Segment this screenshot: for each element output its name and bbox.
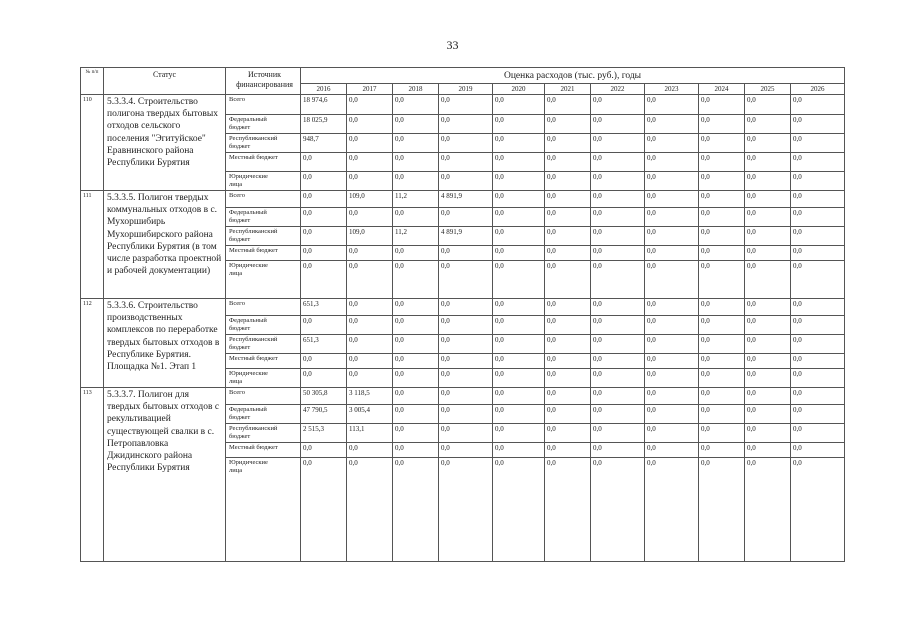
header-num: № п/п	[81, 68, 104, 95]
value-cell-2025: 0,0	[745, 246, 791, 261]
value-cell-2024: 0,0	[699, 95, 745, 115]
value-cell-2020: 0,0	[493, 443, 545, 458]
value-cell-2018: 0,0	[393, 115, 439, 134]
funding-source-cell: Юридические лица	[226, 458, 301, 562]
value-cell-2021: 0,0	[545, 208, 591, 227]
value-cell-2020: 0,0	[493, 134, 545, 153]
value-cell-2018: 0,0	[393, 335, 439, 354]
value-cell-2019: 0,0	[439, 443, 493, 458]
funding-source-cell: Федеральный бюджет	[226, 316, 301, 335]
value-cell-2022: 0,0	[591, 115, 645, 134]
funding-source-cell: Республиканский бюджет	[226, 424, 301, 443]
value-cell-2023: 0,0	[645, 261, 699, 299]
year-header-2019: 2019	[439, 84, 493, 95]
value-cell-2021: 0,0	[545, 227, 591, 246]
value-cell-2019: 0,0	[439, 172, 493, 191]
value-cell-2016: 18 974,6	[301, 95, 347, 115]
value-cell-2023: 0,0	[645, 191, 699, 208]
value-cell-2025: 0,0	[745, 95, 791, 115]
value-cell-2019: 0,0	[439, 246, 493, 261]
value-cell-2021: 0,0	[545, 115, 591, 134]
value-cell-2016: 0,0	[301, 227, 347, 246]
value-cell-2016: 948,7	[301, 134, 347, 153]
value-cell-2024: 0,0	[699, 153, 745, 172]
value-cell-2022: 0,0	[591, 354, 645, 369]
value-cell-2018: 0,0	[393, 261, 439, 299]
value-cell-2025: 0,0	[745, 424, 791, 443]
year-header-2023: 2023	[645, 84, 699, 95]
value-cell-2026: 0,0	[791, 153, 845, 172]
value-cell-2017: 0,0	[347, 369, 393, 388]
value-cell-2017: 3 118,5	[347, 388, 393, 405]
funding-source-cell: Местный бюджет	[226, 354, 301, 369]
value-cell-2018: 0,0	[393, 316, 439, 335]
value-cell-2016: 0,0	[301, 191, 347, 208]
value-cell-2019: 0,0	[439, 208, 493, 227]
value-cell-2024: 0,0	[699, 316, 745, 335]
value-cell-2019: 0,0	[439, 299, 493, 316]
value-cell-2025: 0,0	[745, 316, 791, 335]
value-cell-2021: 0,0	[545, 95, 591, 115]
value-cell-2026: 0,0	[791, 191, 845, 208]
value-cell-2019: 0,0	[439, 134, 493, 153]
value-cell-2020: 0,0	[493, 115, 545, 134]
funding-source-cell: Местный бюджет	[226, 246, 301, 261]
value-cell-2023: 0,0	[645, 227, 699, 246]
value-cell-2021: 0,0	[545, 388, 591, 405]
value-cell-2022: 0,0	[591, 172, 645, 191]
value-cell-2019: 0,0	[439, 405, 493, 424]
table-row	[81, 95, 845, 115]
value-cell-2018: 0,0	[393, 369, 439, 388]
value-cell-2021: 0,0	[545, 443, 591, 458]
value-cell-2024: 0,0	[699, 458, 745, 562]
status-cell: 5.3.3.6. Строительство производственных комплексов по переработке твердых бытовых отходов в Республике Бурятия. Площадка №1. Этап 1	[104, 299, 226, 388]
value-cell-2018: 0,0	[393, 405, 439, 424]
value-cell-2020: 0,0	[493, 405, 545, 424]
value-cell-2021: 0,0	[545, 261, 591, 299]
header-status: Статус	[104, 68, 226, 95]
value-cell-2023: 0,0	[645, 299, 699, 316]
value-cell-2017: 0,0	[347, 153, 393, 172]
value-cell-2018: 0,0	[393, 443, 439, 458]
value-cell-2025: 0,0	[745, 134, 791, 153]
year-header-2026: 2026	[791, 84, 845, 95]
value-cell-2017: 113,1	[347, 424, 393, 443]
value-cell-2022: 0,0	[591, 458, 645, 562]
year-header-2017: 2017	[347, 84, 393, 95]
value-cell-2026: 0,0	[791, 424, 845, 443]
value-cell-2025: 0,0	[745, 443, 791, 458]
value-cell-2016: 47 790,5	[301, 405, 347, 424]
value-cell-2024: 0,0	[699, 369, 745, 388]
value-cell-2017: 0,0	[347, 299, 393, 316]
value-cell-2019: 0,0	[439, 316, 493, 335]
value-cell-2024: 0,0	[699, 246, 745, 261]
value-cell-2023: 0,0	[645, 95, 699, 115]
value-cell-2018: 11,2	[393, 191, 439, 208]
value-cell-2024: 0,0	[699, 299, 745, 316]
value-cell-2025: 0,0	[745, 335, 791, 354]
value-cell-2026: 0,0	[791, 316, 845, 335]
value-cell-2021: 0,0	[545, 335, 591, 354]
value-cell-2019: 0,0	[439, 369, 493, 388]
funding-source-cell: Всего	[226, 95, 301, 115]
value-cell-2022: 0,0	[591, 424, 645, 443]
value-cell-2022: 0,0	[591, 261, 645, 299]
value-cell-2022: 0,0	[591, 299, 645, 316]
value-cell-2018: 0,0	[393, 208, 439, 227]
value-cell-2021: 0,0	[545, 458, 591, 562]
value-cell-2024: 0,0	[699, 191, 745, 208]
value-cell-2018: 11,2	[393, 227, 439, 246]
year-header-2018: 2018	[393, 84, 439, 95]
value-cell-2025: 0,0	[745, 458, 791, 562]
value-cell-2026: 0,0	[791, 208, 845, 227]
value-cell-2019: 0,0	[439, 95, 493, 115]
year-header-2024: 2024	[699, 84, 745, 95]
value-cell-2022: 0,0	[591, 153, 645, 172]
value-cell-2025: 0,0	[745, 153, 791, 172]
funding-source-cell: Юридические лица	[226, 172, 301, 191]
table-body	[81, 95, 845, 562]
value-cell-2024: 0,0	[699, 227, 745, 246]
value-cell-2018: 0,0	[393, 134, 439, 153]
value-cell-2023: 0,0	[645, 369, 699, 388]
value-cell-2022: 0,0	[591, 246, 645, 261]
table-row	[81, 388, 845, 405]
page-number: 33	[446, 38, 459, 52]
value-cell-2016: 0,0	[301, 458, 347, 562]
header-expenses-title: Оценка расходов (тыс. руб.), годы	[301, 68, 845, 84]
value-cell-2026: 0,0	[791, 115, 845, 134]
value-cell-2024: 0,0	[699, 354, 745, 369]
value-cell-2020: 0,0	[493, 261, 545, 299]
status-cell: 5.3.3.4. Строительство полигона твердых бытовых отходов сельского поселения "Эгитуйское" Еравнинского района Республики Бурятия	[104, 95, 226, 191]
value-cell-2018: 0,0	[393, 354, 439, 369]
value-cell-2021: 0,0	[545, 354, 591, 369]
value-cell-2021: 0,0	[545, 405, 591, 424]
value-cell-2017: 109,0	[347, 191, 393, 208]
year-header-2022: 2022	[591, 84, 645, 95]
value-cell-2017: 0,0	[347, 335, 393, 354]
value-cell-2020: 0,0	[493, 369, 545, 388]
value-cell-2021: 0,0	[545, 191, 591, 208]
funding-source-cell: Всего	[226, 388, 301, 405]
value-cell-2020: 0,0	[493, 172, 545, 191]
value-cell-2026: 0,0	[791, 405, 845, 424]
value-cell-2025: 0,0	[745, 172, 791, 191]
status-cell: 5.3.3.5. Полигон твердых коммунальных отходов в с. Мухоршибирь Мухоршибирского района Республики Бурятия (в том числе разработка проектной и рабочей документации)	[104, 191, 226, 299]
funding-source-cell: Республиканский бюджет	[226, 134, 301, 153]
value-cell-2023: 0,0	[645, 458, 699, 562]
value-cell-2025: 0,0	[745, 227, 791, 246]
funding-source-cell: Федеральный бюджет	[226, 115, 301, 134]
value-cell-2020: 0,0	[493, 95, 545, 115]
value-cell-2017: 3 005,4	[347, 405, 393, 424]
value-cell-2016: 651,3	[301, 335, 347, 354]
value-cell-2024: 0,0	[699, 172, 745, 191]
funding-source-cell: Юридические лица	[226, 261, 301, 299]
value-cell-2019: 0,0	[439, 335, 493, 354]
value-cell-2017: 0,0	[347, 316, 393, 335]
row-number: 113	[81, 388, 104, 562]
value-cell-2026: 0,0	[791, 246, 845, 261]
row-number: 110	[81, 95, 104, 191]
value-cell-2019: 0,0	[439, 458, 493, 562]
funding-source-cell: Всего	[226, 191, 301, 208]
value-cell-2016: 0,0	[301, 443, 347, 458]
value-cell-2017: 0,0	[347, 208, 393, 227]
status-cell: 5.3.3.7. Полигон для твердых бытовых отходов с рекультивацией существующей свалки в с. Петропавловка Джидинского района Республики Бурятия	[104, 388, 226, 562]
value-cell-2024: 0,0	[699, 388, 745, 405]
value-cell-2023: 0,0	[645, 115, 699, 134]
value-cell-2016: 50 305,8	[301, 388, 347, 405]
funding-source-cell: Федеральный бюджет	[226, 405, 301, 424]
value-cell-2020: 0,0	[493, 388, 545, 405]
value-cell-2022: 0,0	[591, 95, 645, 115]
funding-source-cell: Местный бюджет	[226, 443, 301, 458]
funding-source-cell: Республиканский бюджет	[226, 335, 301, 354]
value-cell-2022: 0,0	[591, 208, 645, 227]
value-cell-2022: 0,0	[591, 227, 645, 246]
funding-source-cell: Юридические лица	[226, 369, 301, 388]
value-cell-2021: 0,0	[545, 369, 591, 388]
value-cell-2021: 0,0	[545, 153, 591, 172]
value-cell-2016: 0,0	[301, 246, 347, 261]
value-cell-2019: 0,0	[439, 388, 493, 405]
funding-source-cell: Федеральный бюджет	[226, 208, 301, 227]
value-cell-2023: 0,0	[645, 208, 699, 227]
value-cell-2026: 0,0	[791, 458, 845, 562]
value-cell-2016: 0,0	[301, 316, 347, 335]
value-cell-2021: 0,0	[545, 172, 591, 191]
funding-source-cell: Республиканский бюджет	[226, 227, 301, 246]
funding-source-cell: Всего	[226, 299, 301, 316]
value-cell-2016: 0,0	[301, 354, 347, 369]
value-cell-2016: 0,0	[301, 261, 347, 299]
value-cell-2020: 0,0	[493, 153, 545, 172]
value-cell-2019: 0,0	[439, 115, 493, 134]
value-cell-2025: 0,0	[745, 388, 791, 405]
table-row	[81, 191, 845, 208]
value-cell-2020: 0,0	[493, 191, 545, 208]
header-source: Источник финансирования	[226, 68, 301, 95]
value-cell-2017: 0,0	[347, 246, 393, 261]
value-cell-2024: 0,0	[699, 134, 745, 153]
value-cell-2020: 0,0	[493, 227, 545, 246]
value-cell-2026: 0,0	[791, 354, 845, 369]
value-cell-2025: 0,0	[745, 354, 791, 369]
value-cell-2026: 0,0	[791, 172, 845, 191]
value-cell-2022: 0,0	[591, 405, 645, 424]
value-cell-2024: 0,0	[699, 261, 745, 299]
value-cell-2025: 0,0	[745, 405, 791, 424]
value-cell-2018: 0,0	[393, 95, 439, 115]
value-cell-2021: 0,0	[545, 316, 591, 335]
value-cell-2024: 0,0	[699, 335, 745, 354]
value-cell-2022: 0,0	[591, 369, 645, 388]
value-cell-2020: 0,0	[493, 424, 545, 443]
value-cell-2025: 0,0	[745, 299, 791, 316]
value-cell-2019: 0,0	[439, 261, 493, 299]
value-cell-2018: 0,0	[393, 458, 439, 562]
value-cell-2025: 0,0	[745, 369, 791, 388]
value-cell-2023: 0,0	[645, 388, 699, 405]
value-cell-2020: 0,0	[493, 246, 545, 261]
value-cell-2026: 0,0	[791, 261, 845, 299]
value-cell-2018: 0,0	[393, 153, 439, 172]
value-cell-2020: 0,0	[493, 299, 545, 316]
value-cell-2021: 0,0	[545, 299, 591, 316]
row-number: 112	[81, 299, 104, 388]
value-cell-2016: 0,0	[301, 172, 347, 191]
value-cell-2024: 0,0	[699, 115, 745, 134]
value-cell-2017: 109,0	[347, 227, 393, 246]
value-cell-2018: 0,0	[393, 424, 439, 443]
value-cell-2018: 0,0	[393, 388, 439, 405]
value-cell-2024: 0,0	[699, 424, 745, 443]
value-cell-2026: 0,0	[791, 227, 845, 246]
value-cell-2023: 0,0	[645, 153, 699, 172]
year-header-2016: 2016	[301, 84, 347, 95]
row-number: 111	[81, 191, 104, 299]
value-cell-2020: 0,0	[493, 458, 545, 562]
value-cell-2018: 0,0	[393, 299, 439, 316]
value-cell-2017: 0,0	[347, 172, 393, 191]
value-cell-2022: 0,0	[591, 316, 645, 335]
value-cell-2019: 4 891,9	[439, 191, 493, 208]
value-cell-2018: 0,0	[393, 172, 439, 191]
value-cell-2020: 0,0	[493, 354, 545, 369]
value-cell-2024: 0,0	[699, 443, 745, 458]
value-cell-2020: 0,0	[493, 316, 545, 335]
value-cell-2016: 0,0	[301, 208, 347, 227]
value-cell-2023: 0,0	[645, 246, 699, 261]
value-cell-2017: 0,0	[347, 354, 393, 369]
value-cell-2026: 0,0	[791, 299, 845, 316]
year-header-2025: 2025	[745, 84, 791, 95]
value-cell-2026: 0,0	[791, 369, 845, 388]
value-cell-2019: 0,0	[439, 153, 493, 172]
value-cell-2021: 0,0	[545, 424, 591, 443]
value-cell-2023: 0,0	[645, 405, 699, 424]
value-cell-2019: 4 891,9	[439, 227, 493, 246]
value-cell-2018: 0,0	[393, 246, 439, 261]
value-cell-2026: 0,0	[791, 335, 845, 354]
value-cell-2017: 0,0	[347, 134, 393, 153]
value-cell-2019: 0,0	[439, 354, 493, 369]
value-cell-2026: 0,0	[791, 388, 845, 405]
value-cell-2023: 0,0	[645, 443, 699, 458]
value-cell-2019: 0,0	[439, 424, 493, 443]
value-cell-2023: 0,0	[645, 172, 699, 191]
value-cell-2023: 0,0	[645, 335, 699, 354]
value-cell-2017: 0,0	[347, 458, 393, 562]
expenses-table	[80, 67, 845, 562]
value-cell-2022: 0,0	[591, 335, 645, 354]
value-cell-2016: 0,0	[301, 153, 347, 172]
value-cell-2025: 0,0	[745, 208, 791, 227]
value-cell-2016: 0,0	[301, 369, 347, 388]
value-cell-2022: 0,0	[591, 388, 645, 405]
value-cell-2017: 0,0	[347, 95, 393, 115]
value-cell-2017: 0,0	[347, 443, 393, 458]
funding-source-cell: Местный бюджет	[226, 153, 301, 172]
value-cell-2021: 0,0	[545, 134, 591, 153]
value-cell-2023: 0,0	[645, 354, 699, 369]
value-cell-2023: 0,0	[645, 316, 699, 335]
value-cell-2016: 651,3	[301, 299, 347, 316]
value-cell-2024: 0,0	[699, 208, 745, 227]
value-cell-2020: 0,0	[493, 208, 545, 227]
value-cell-2017: 0,0	[347, 261, 393, 299]
value-cell-2022: 0,0	[591, 191, 645, 208]
value-cell-2026: 0,0	[791, 443, 845, 458]
value-cell-2023: 0,0	[645, 134, 699, 153]
value-cell-2016: 2 515,3	[301, 424, 347, 443]
value-cell-2025: 0,0	[745, 261, 791, 299]
value-cell-2017: 0,0	[347, 115, 393, 134]
value-cell-2020: 0,0	[493, 335, 545, 354]
value-cell-2026: 0,0	[791, 95, 845, 115]
value-cell-2022: 0,0	[591, 443, 645, 458]
year-header-2020: 2020	[493, 84, 545, 95]
value-cell-2024: 0,0	[699, 405, 745, 424]
value-cell-2023: 0,0	[645, 424, 699, 443]
value-cell-2016: 18 025,9	[301, 115, 347, 134]
value-cell-2021: 0,0	[545, 246, 591, 261]
table-row	[81, 299, 845, 316]
year-header-2021: 2021	[545, 84, 591, 95]
value-cell-2022: 0,0	[591, 134, 645, 153]
value-cell-2026: 0,0	[791, 134, 845, 153]
value-cell-2025: 0,0	[745, 191, 791, 208]
value-cell-2025: 0,0	[745, 115, 791, 134]
